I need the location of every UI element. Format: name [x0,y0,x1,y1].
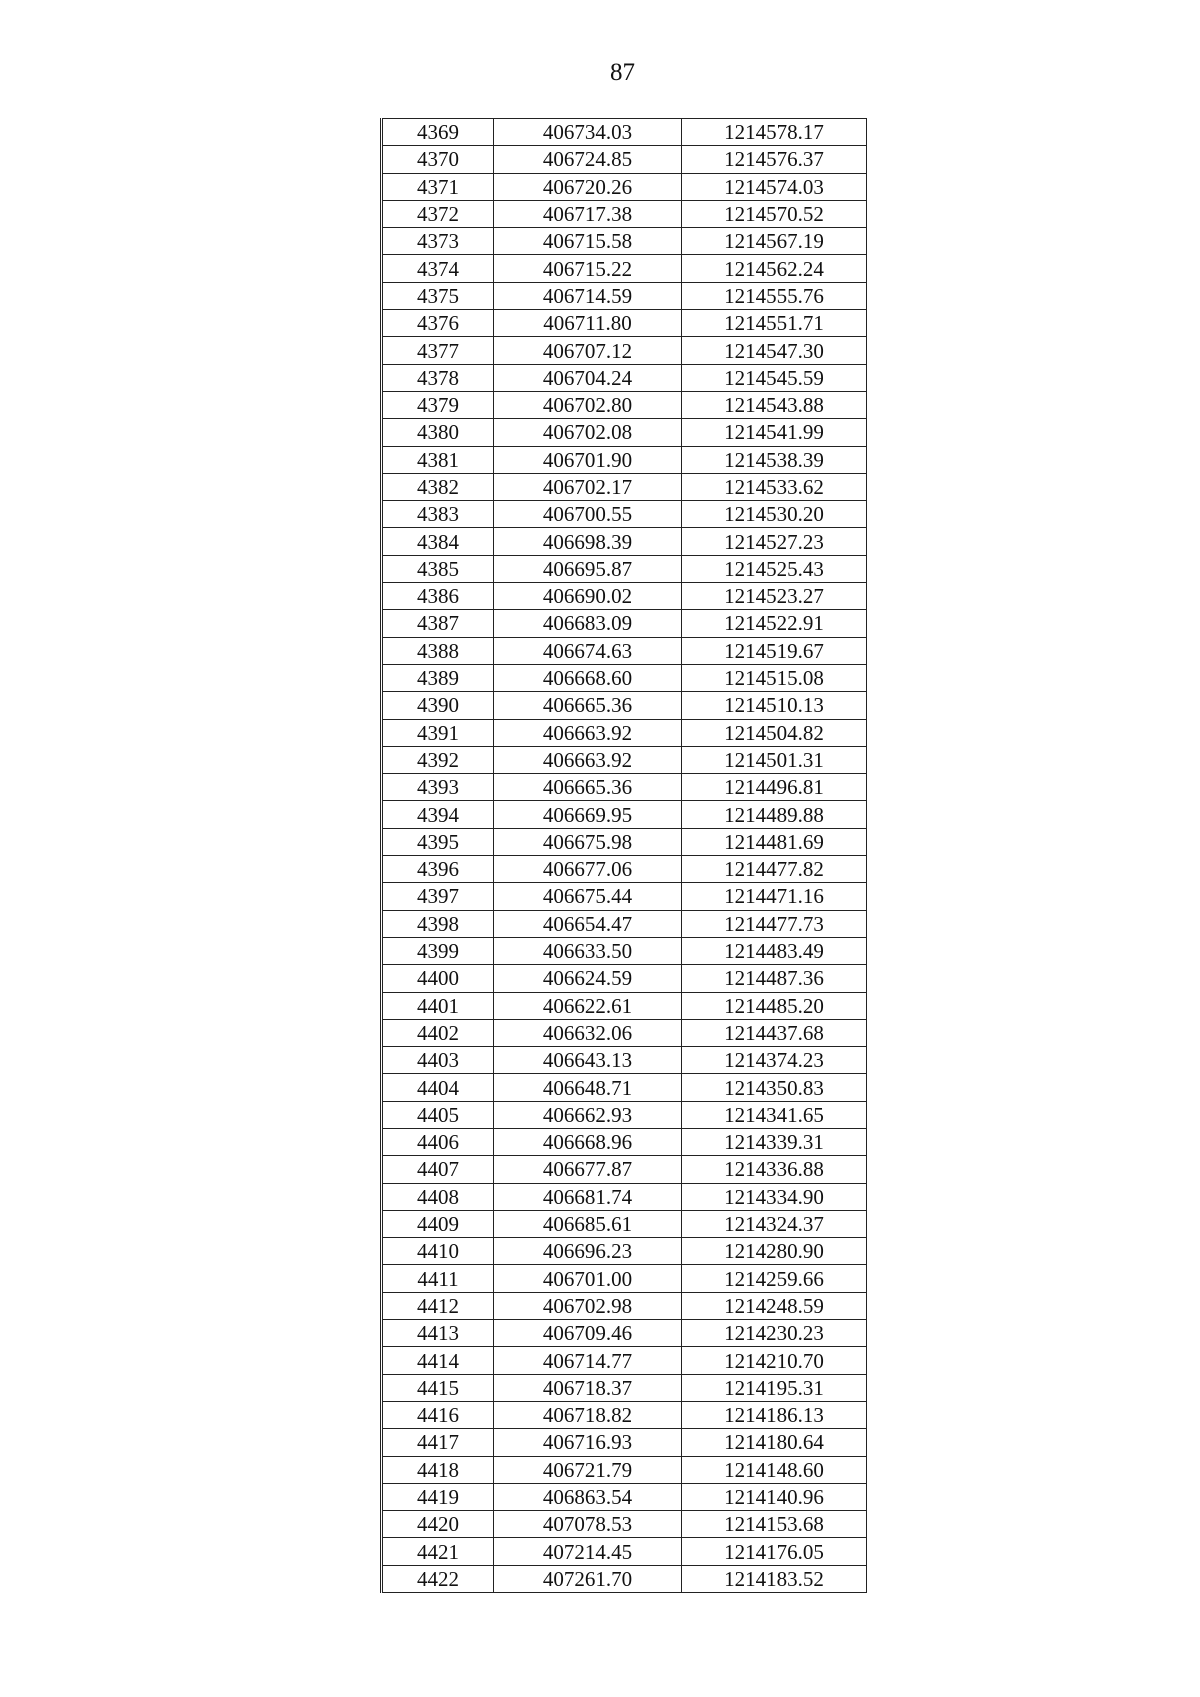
x-coordinate-cell: 406709.46 [494,1320,682,1347]
table-row [382,1429,867,1456]
table-row [382,910,867,937]
point-number-cell: 4381 [382,446,494,473]
x-coordinate-cell: 406715.22 [494,255,682,282]
point-number-cell: 4422 [382,1565,494,1592]
table-row [382,310,867,337]
y-coordinate-cell: 1214374.23 [682,1047,867,1074]
y-coordinate-cell: 1214210.70 [682,1347,867,1374]
table-row [382,801,867,828]
point-number-cell: 4388 [382,637,494,664]
point-number-cell: 4383 [382,501,494,528]
point-number-cell: 4407 [382,1156,494,1183]
point-number-cell: 4376 [382,310,494,337]
x-coordinate-cell: 407261.70 [494,1565,682,1592]
x-coordinate-cell: 406668.60 [494,664,682,691]
y-coordinate-cell: 1214510.13 [682,692,867,719]
table-row [382,1101,867,1128]
coordinates-table [380,118,867,1593]
y-coordinate-cell: 1214551.71 [682,310,867,337]
y-coordinate-cell: 1214545.59 [682,364,867,391]
y-coordinate-cell: 1214148.60 [682,1456,867,1483]
x-coordinate-cell: 406718.82 [494,1401,682,1428]
x-coordinate-cell: 406704.24 [494,364,682,391]
y-coordinate-cell: 1214504.82 [682,719,867,746]
table-row [382,692,867,719]
point-number-cell: 4409 [382,1210,494,1237]
x-coordinate-cell: 406863.54 [494,1483,682,1510]
x-coordinate-cell: 406717.38 [494,200,682,227]
y-coordinate-cell: 1214339.31 [682,1128,867,1155]
table-row [382,228,867,255]
x-coordinate-cell: 406643.13 [494,1047,682,1074]
table-row [382,1047,867,1074]
coordinates-table-body [382,119,867,1593]
table-row [382,146,867,173]
x-coordinate-cell: 406663.92 [494,746,682,773]
y-coordinate-cell: 1214477.73 [682,910,867,937]
x-coordinate-cell: 406633.50 [494,937,682,964]
table-row [382,1019,867,1046]
point-number-cell: 4415 [382,1374,494,1401]
y-coordinate-cell: 1214543.88 [682,391,867,418]
table-row [382,1401,867,1428]
x-coordinate-cell: 406696.23 [494,1238,682,1265]
point-number-cell: 4421 [382,1538,494,1565]
y-coordinate-cell: 1214483.49 [682,937,867,964]
x-coordinate-cell: 406721.79 [494,1456,682,1483]
y-coordinate-cell: 1214496.81 [682,774,867,801]
x-coordinate-cell: 406681.74 [494,1183,682,1210]
x-coordinate-cell: 406702.17 [494,473,682,500]
point-number-cell: 4369 [382,119,494,146]
point-number-cell: 4394 [382,801,494,828]
point-number-cell: 4412 [382,1292,494,1319]
x-coordinate-cell: 406668.96 [494,1128,682,1155]
table-row [382,1320,867,1347]
table-row [382,1238,867,1265]
x-coordinate-cell: 406675.44 [494,883,682,910]
point-number-cell: 4419 [382,1483,494,1510]
page-number: 87 [610,59,635,86]
y-coordinate-cell: 1214183.52 [682,1565,867,1592]
point-number-cell: 4389 [382,664,494,691]
x-coordinate-cell: 406718.37 [494,1374,682,1401]
y-coordinate-cell: 1214341.65 [682,1101,867,1128]
point-number-cell: 4373 [382,228,494,255]
x-coordinate-cell: 406677.87 [494,1156,682,1183]
y-coordinate-cell: 1214336.88 [682,1156,867,1183]
x-coordinate-cell: 406716.93 [494,1429,682,1456]
table-row [382,937,867,964]
y-coordinate-cell: 1214195.31 [682,1374,867,1401]
x-coordinate-cell: 407078.53 [494,1511,682,1538]
point-number-cell: 4390 [382,692,494,719]
point-number-cell: 4402 [382,1019,494,1046]
x-coordinate-cell: 406648.71 [494,1074,682,1101]
point-number-cell: 4405 [382,1101,494,1128]
point-number-cell: 4392 [382,746,494,773]
point-number-cell: 4411 [382,1265,494,1292]
point-number-cell: 4403 [382,1047,494,1074]
point-number-cell: 4372 [382,200,494,227]
x-coordinate-cell: 406714.77 [494,1347,682,1374]
table-row [382,1156,867,1183]
x-coordinate-cell: 406707.12 [494,337,682,364]
table-row [382,473,867,500]
y-coordinate-cell: 1214567.19 [682,228,867,255]
y-coordinate-cell: 1214519.67 [682,637,867,664]
point-number-cell: 4384 [382,528,494,555]
y-coordinate-cell: 1214324.37 [682,1210,867,1237]
point-number-cell: 4386 [382,583,494,610]
point-number-cell: 4387 [382,610,494,637]
table-row [382,364,867,391]
table-row [382,446,867,473]
y-coordinate-cell: 1214180.64 [682,1429,867,1456]
point-number-cell: 4396 [382,856,494,883]
x-coordinate-cell: 406715.58 [494,228,682,255]
y-coordinate-cell: 1214186.13 [682,1401,867,1428]
x-coordinate-cell: 406690.02 [494,583,682,610]
y-coordinate-cell: 1214471.16 [682,883,867,910]
y-coordinate-cell: 1214574.03 [682,173,867,200]
table-row [382,119,867,146]
table-row [382,1456,867,1483]
point-number-cell: 4408 [382,1183,494,1210]
y-coordinate-cell: 1214248.59 [682,1292,867,1319]
table-row [382,1483,867,1510]
table-row [382,1183,867,1210]
y-coordinate-cell: 1214481.69 [682,828,867,855]
table-row [382,1347,867,1374]
y-coordinate-cell: 1214515.08 [682,664,867,691]
table-row [382,1074,867,1101]
table-row [382,828,867,855]
x-coordinate-cell: 406700.55 [494,501,682,528]
x-coordinate-cell: 406701.00 [494,1265,682,1292]
point-number-cell: 4400 [382,965,494,992]
table-row [382,965,867,992]
x-coordinate-cell: 406663.92 [494,719,682,746]
x-coordinate-cell: 406698.39 [494,528,682,555]
y-coordinate-cell: 1214153.68 [682,1511,867,1538]
table-row [382,391,867,418]
y-coordinate-cell: 1214259.66 [682,1265,867,1292]
y-coordinate-cell: 1214230.23 [682,1320,867,1347]
table-row [382,637,867,664]
y-coordinate-cell: 1214547.30 [682,337,867,364]
point-number-cell: 4406 [382,1128,494,1155]
point-number-cell: 4395 [382,828,494,855]
point-number-cell: 4370 [382,146,494,173]
x-coordinate-cell: 406720.26 [494,173,682,200]
point-number-cell: 4413 [382,1320,494,1347]
y-coordinate-cell: 1214530.20 [682,501,867,528]
point-number-cell: 4398 [382,910,494,937]
x-coordinate-cell: 406662.93 [494,1101,682,1128]
point-number-cell: 4385 [382,555,494,582]
table-row [382,528,867,555]
table-row [382,1128,867,1155]
x-coordinate-cell: 406714.59 [494,282,682,309]
y-coordinate-cell: 1214578.17 [682,119,867,146]
y-coordinate-cell: 1214176.05 [682,1538,867,1565]
table-row [382,1292,867,1319]
table-row [382,282,867,309]
y-coordinate-cell: 1214525.43 [682,555,867,582]
y-coordinate-cell: 1214437.68 [682,1019,867,1046]
point-number-cell: 4401 [382,992,494,1019]
x-coordinate-cell: 406711.80 [494,310,682,337]
table-row [382,583,867,610]
y-coordinate-cell: 1214280.90 [682,1238,867,1265]
x-coordinate-cell: 406622.61 [494,992,682,1019]
x-coordinate-cell: 406734.03 [494,119,682,146]
x-coordinate-cell: 406665.36 [494,774,682,801]
x-coordinate-cell: 406674.63 [494,637,682,664]
table-row [382,555,867,582]
x-coordinate-cell: 406702.80 [494,391,682,418]
table-row [382,1511,867,1538]
table-row [382,1565,867,1592]
y-coordinate-cell: 1214523.27 [682,583,867,610]
table-row [382,1538,867,1565]
y-coordinate-cell: 1214477.82 [682,856,867,883]
y-coordinate-cell: 1214570.52 [682,200,867,227]
table-row [382,1265,867,1292]
y-coordinate-cell: 1214562.24 [682,255,867,282]
point-number-cell: 4417 [382,1429,494,1456]
point-number-cell: 4399 [382,937,494,964]
point-number-cell: 4377 [382,337,494,364]
x-coordinate-cell: 406701.90 [494,446,682,473]
x-coordinate-cell: 406702.98 [494,1292,682,1319]
y-coordinate-cell: 1214555.76 [682,282,867,309]
y-coordinate-cell: 1214140.96 [682,1483,867,1510]
y-coordinate-cell: 1214334.90 [682,1183,867,1210]
x-coordinate-cell: 406675.98 [494,828,682,855]
point-number-cell: 4391 [382,719,494,746]
x-coordinate-cell: 406685.61 [494,1210,682,1237]
point-number-cell: 4397 [382,883,494,910]
table-row [382,992,867,1019]
point-number-cell: 4374 [382,255,494,282]
x-coordinate-cell: 406624.59 [494,965,682,992]
point-number-cell: 4393 [382,774,494,801]
table-row [382,664,867,691]
point-number-cell: 4371 [382,173,494,200]
x-coordinate-cell: 406724.85 [494,146,682,173]
table-row [382,255,867,282]
y-coordinate-cell: 1214350.83 [682,1074,867,1101]
point-number-cell: 4410 [382,1238,494,1265]
table-row [382,200,867,227]
point-number-cell: 4420 [382,1511,494,1538]
y-coordinate-cell: 1214576.37 [682,146,867,173]
x-coordinate-cell: 406683.09 [494,610,682,637]
table-row [382,719,867,746]
y-coordinate-cell: 1214533.62 [682,473,867,500]
x-coordinate-cell: 406702.08 [494,419,682,446]
table-row [382,856,867,883]
point-number-cell: 4382 [382,473,494,500]
x-coordinate-cell: 406669.95 [494,801,682,828]
table-row [382,883,867,910]
x-coordinate-cell: 406695.87 [494,555,682,582]
table-row [382,610,867,637]
x-coordinate-cell: 406632.06 [494,1019,682,1046]
x-coordinate-cell: 406654.47 [494,910,682,937]
table-row [382,337,867,364]
x-coordinate-cell: 407214.45 [494,1538,682,1565]
table-row [382,173,867,200]
x-coordinate-cell: 406677.06 [494,856,682,883]
point-number-cell: 4404 [382,1074,494,1101]
point-number-cell: 4375 [382,282,494,309]
point-number-cell: 4414 [382,1347,494,1374]
table-row [382,419,867,446]
y-coordinate-cell: 1214522.91 [682,610,867,637]
point-number-cell: 4418 [382,1456,494,1483]
point-number-cell: 4378 [382,364,494,391]
y-coordinate-cell: 1214538.39 [682,446,867,473]
table-row [382,746,867,773]
point-number-cell: 4380 [382,419,494,446]
y-coordinate-cell: 1214527.23 [682,528,867,555]
y-coordinate-cell: 1214501.31 [682,746,867,773]
table-row [382,1210,867,1237]
y-coordinate-cell: 1214541.99 [682,419,867,446]
y-coordinate-cell: 1214487.36 [682,965,867,992]
y-coordinate-cell: 1214489.88 [682,801,867,828]
table-row [382,501,867,528]
point-number-cell: 4416 [382,1401,494,1428]
x-coordinate-cell: 406665.36 [494,692,682,719]
y-coordinate-cell: 1214485.20 [682,992,867,1019]
point-number-cell: 4379 [382,391,494,418]
table-row [382,1374,867,1401]
table-row [382,774,867,801]
